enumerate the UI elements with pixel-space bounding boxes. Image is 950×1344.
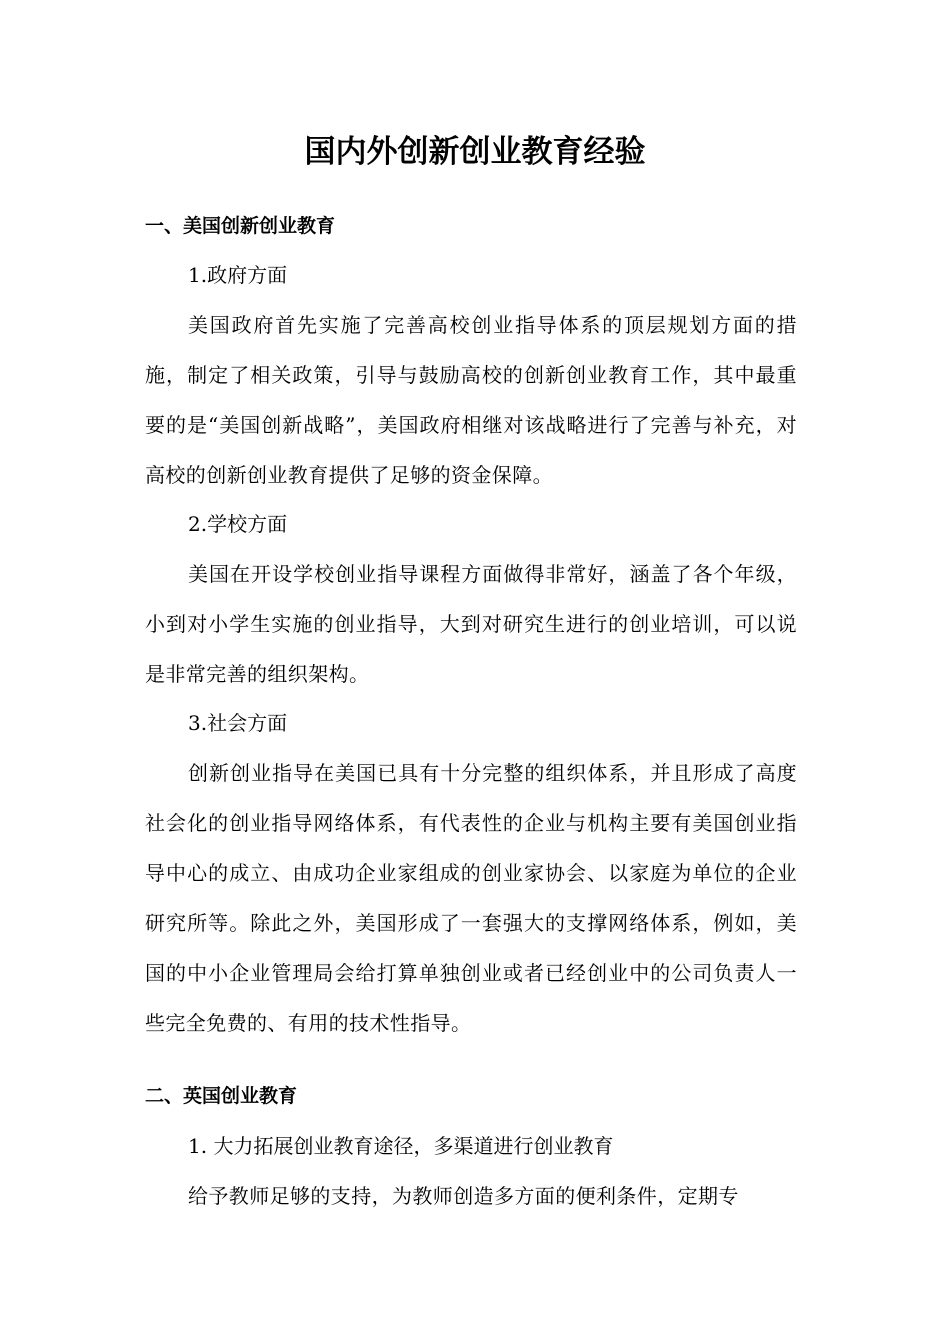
subheading-expand-channels: 1. 大力拓展创业教育途径，多渠道进行创业教育 [188, 1134, 614, 1158]
paragraph-teacher-support: 给予教师足够的支持，为教师创造多方面的便利条件，定期专 [188, 1184, 739, 1208]
subheading-school: 2.学校方面 [188, 512, 288, 536]
subheading-government: 1.政府方面 [188, 263, 288, 287]
paragraph-government: 美国政府首先实施了完善高校创业指导体系的顶层规划方面的措施，制定了相关政策，引导与鼓励高校的创新创业教育工作，其中最重要的是“美国创新战略”，美国政府相继对该战略进行了完善与补充，对高校的创新创业教育提供了足够的资金保障。 [145, 313, 797, 487]
document-title: 国内外创新创业教育经验 [304, 134, 646, 170]
subheading-society: 3.社会方面 [188, 711, 288, 735]
section-heading-usa: 一、美国创新创业教育 [145, 215, 336, 237]
paragraph-society: 创新创业指导在美国已具有十分完整的组织体系，并且形成了高度社会化的创业指导网络体系，有代表性的企业与机构主要有美国创业指导中心的成立、由成功企业家组成的创业家协会、以家庭为单位的企业研究所等。除此之外，美国形成了一套强大的支撑网络体系，例如，美国的中小企业管理局会给打算单独创业或者已经创业中的公司负责人一些完全免费的、有用的技术性指导。 [145, 761, 797, 1035]
paragraph-school: 美国在开设学校创业指导课程方面做得非常好，涵盖了各个年级，小到对小学生实施的创业指导，大到对研究生进行的创业培训，可以说是非常完善的组织架构。 [145, 562, 797, 686]
section-heading-uk: 二、英国创业教育 [145, 1085, 298, 1107]
